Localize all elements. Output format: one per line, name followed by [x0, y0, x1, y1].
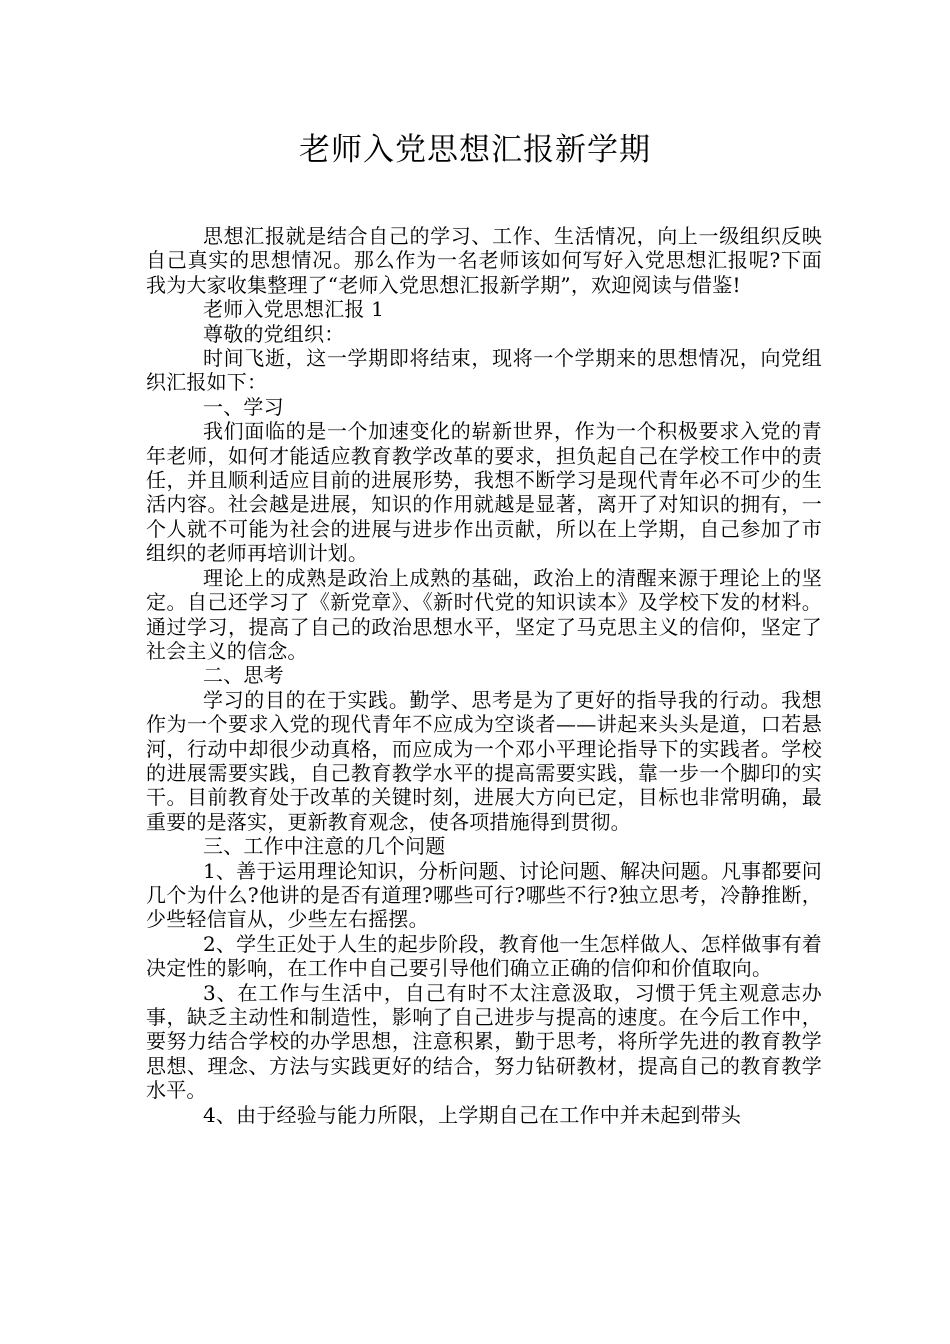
work-issue-item-4: 4、由于经验与能力所限，上学期自己在工作中并未起到带头 — [203, 1102, 742, 1127]
work-issue-item-2: 2、学生正处于人生的起步阶段，教育他一生怎样做人、怎样做事有着决定性的影响，在工作中自己要引导他们确立正确的信仰和价值取向。 — [146, 931, 822, 981]
section-heading-study: 一、学习 — [203, 394, 284, 419]
opening-paragraph: 时间飞逝，这一学期即将结束，现将一个学期来的思想情况，向党组织汇报如下： — [146, 346, 822, 395]
section-heading-report-1: 老师入党思想汇报 1 — [203, 297, 385, 322]
section-heading-work-issues: 三、工作中注意的几个问题 — [203, 834, 446, 859]
work-issue-item-3: 3、在工作与生活中，自己有时不太注意汲取，习惯于凭主观意志办事，缺乏主动性和制造性，影响了自己进步与提高的速度。在今后工作中，要努力结合学校的办学思想，注意积累，勤于思考，将所学先进的教育教学思想、理念、方法与实践更好的结合，努力钻研教材，提高自己的教育教学水平。 — [146, 980, 822, 1103]
study-paragraph-2: 理论上的成熟是政治上成熟的基础，政治上的清醒来源于理论上的坚定。自己还学习了《新党章》、《新时代党的知识读本》及学校下发的材料。通过学习，提高了自己的政治思想水平，坚定了马克思主义的信仰，坚定了社会主义的信念。 — [146, 565, 822, 663]
study-paragraph-1: 我们面临的是一个加速变化的崭新世界，作为一个积极要求入党的青年老师，如何才能适应教育教学改革的要求，担负起自己在学校工作中的责任，并且顺利适应目前的进展形势，我想不断学习是现代青年必不可少的生活内容。社会越是进展，知识的作用就越是显著，离开了对知识的拥有，一个人就不可能为社会的进展与进步作出贡献，所以在上学期，自己参加了市组织的老师再培训计划。 — [146, 419, 822, 566]
section-heading-thinking: 二、思考 — [203, 663, 284, 688]
document-title: 老师入党思想汇报新学期 — [299, 132, 651, 168]
salutation: 尊敬的党组织： — [203, 321, 345, 346]
intro-paragraph: 思想汇报就是结合自己的学习、工作、生活情况，向上一级组织反映自己真实的思想情况。那么作为一名老师该如何写好入党思想汇报呢?下面我为大家收集整理了“老师入党思想汇报新学期”，欢迎阅读与借鉴! — [146, 224, 822, 297]
work-issue-item-1: 1、善于运用理论知识，分析问题、讨论问题、解决问题。凡事都要问几个为什么?他讲的是否有道理?哪些可行?哪些不行?独立思考，冷静推断，少些轻信盲从，少些左右摇摆。 — [146, 858, 822, 932]
document-body — [146, 224, 822, 1127]
thinking-paragraph: 学习的目的在于实践。勤学、思考是为了更好的指导我的行动。我想作为一个要求入党的现代青年不应成为空谈者——讲起来头头是道，口若悬河，行动中却很少动真格，而应成为一个邓小平理论指导下的实践者。学校的进展需要实践，自己教育教学水平的提高需要实践，靠一步一个脚印的实干。目前教育处于改革的关键时刻，进展大方向已定，目标也非常明确，最重要的是落实，更新教育观念，使各项措施得到贯彻。 — [146, 687, 822, 834]
